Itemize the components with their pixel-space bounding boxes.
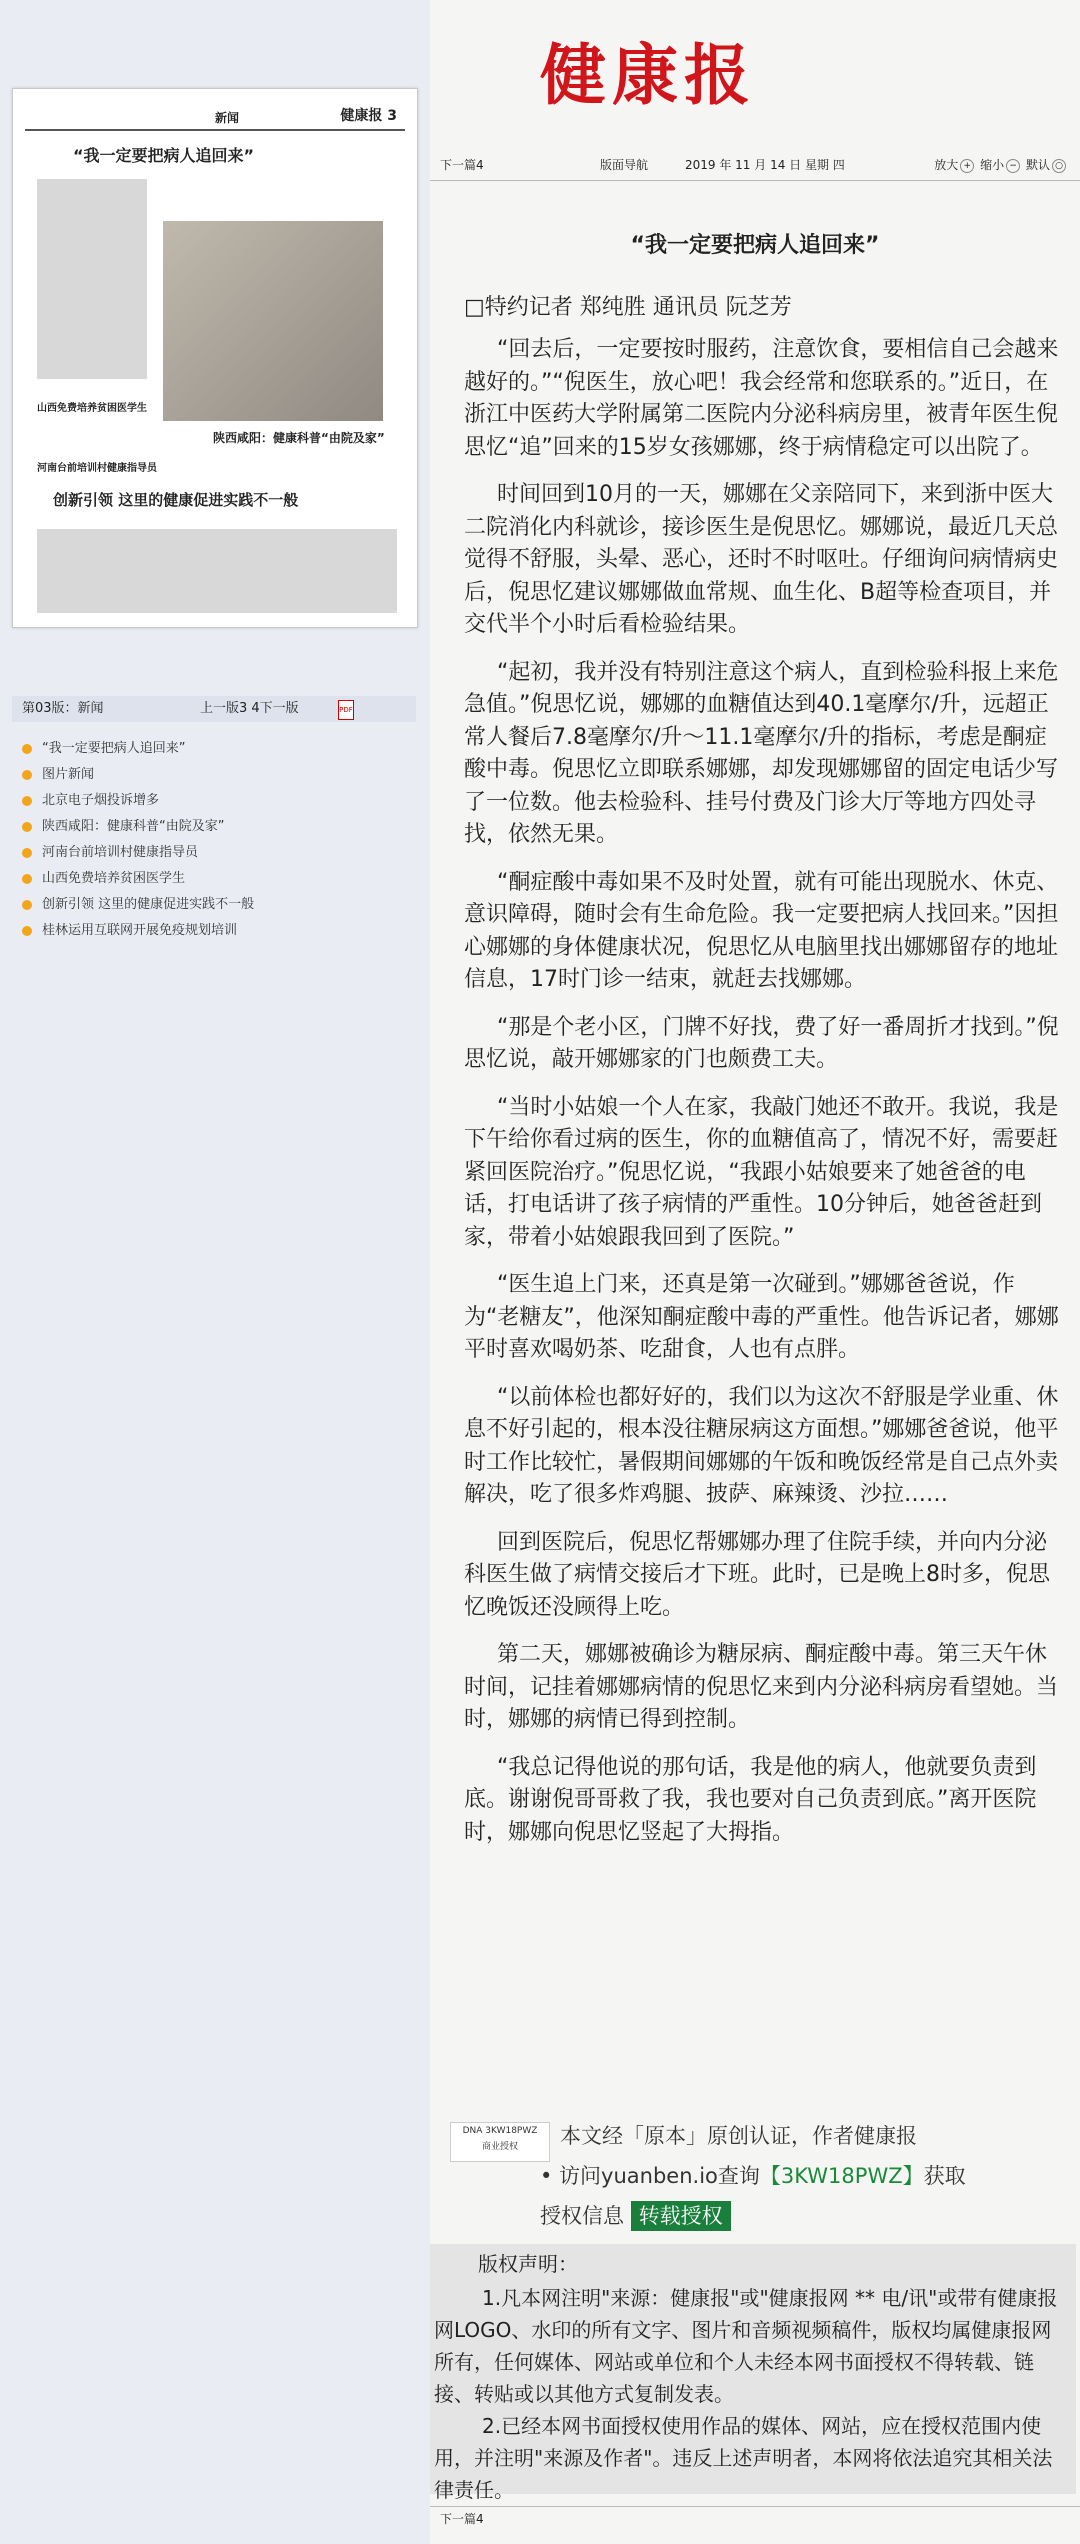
copyright-notice: [430, 2244, 1076, 2502]
thumbnail-headline: 陕西咸阳：健康科普“由院及家”: [213, 431, 385, 445]
main-content: [430, 0, 1080, 2544]
thumbnail-headline: 创新引领 这里的健康促进实践不一般: [53, 491, 299, 509]
bullet-icon: [22, 848, 32, 858]
edition-label: 第03版：新闻: [22, 701, 104, 716]
article-link[interactable]: 桂林运用互联网开展免疫规划培训: [20, 918, 420, 944]
article-link[interactable]: 图片新闻: [20, 762, 420, 788]
bullet-icon: [22, 770, 32, 780]
certificate-license-line: 授权信息 转载授权: [540, 2198, 731, 2234]
thumbnail-section: 新闻: [215, 111, 240, 125]
default-zoom-button[interactable]: 默认: [1025, 158, 1050, 172]
zoom-controls: [934, 150, 1068, 180]
article-paragraph: “我总记得他说的那句话，我是他的病人，他就要负责到底。谢谢倪哥哥救了我，我也要对自己负责到底。”离开医院时，娜娜向倪思忆竖起了大拇指。: [464, 1754, 1037, 1845]
zoom-out-icon[interactable]: −: [1006, 159, 1020, 173]
bullet-icon: [22, 796, 32, 806]
thumbnail-headline: 河南台前培训村健康指导员: [37, 463, 157, 474]
article-title: “我一定要把病人追回来”: [630, 233, 880, 258]
reprint-license-button[interactable]: 转载授权: [631, 2201, 731, 2231]
article-link[interactable]: 陕西咸阳：健康科普“由院及家”: [20, 814, 420, 840]
bullet-icon: [22, 926, 32, 936]
thumbnail-photo: [163, 221, 383, 421]
next-article-link[interactable]: 下一篇4: [440, 2512, 484, 2526]
bullet-icon: [22, 874, 32, 884]
thumbnail-text-block: [37, 179, 147, 379]
certificate-text: 本文经「原本」原创认证，作者健康报: [560, 2124, 917, 2148]
article-paragraph: 回到医院后，倪思忆帮娜娜办理了住院手续，并向内分泌科医生做了病情交接后才下班。此时，已是晚上8时多，倪思忆晚饭还没顾得上吃。: [464, 1529, 1050, 1620]
article-paragraph: “以前体检也都好好的，我们以为这次不舒服是学业重、休息不好引起的，根本没往糖尿病这方面想。”娜娜爸爸说，他平时工作比较忙，暑假期间娜娜的午饭和晚饭经常是自己点外卖解决，吃了很多炸鸡腿、披萨、麻辣烫、沙拉……: [464, 1384, 1059, 1507]
yuanben-badge[interactable]: DNA 3KW18PWZ 商业授权: [450, 2122, 550, 2162]
zoom-out-button[interactable]: 缩小: [980, 158, 1005, 172]
thumbnail-headline: 山西免费培养贫困医学生: [37, 403, 147, 414]
copyright-clause: 2.已经本网书面授权使用作品的媒体、网站，应在授权范围内使用，并注明"来源及作者"。违反上述声明者，本网将依法追究其相关法律责任。: [434, 2414, 1053, 2502]
article-link[interactable]: 河南台前培训村健康指导员: [20, 840, 420, 866]
article-paragraph: “酮症酸中毒如果不及时处置，就有可能出现脱水、休克、意识障碍，随时会有生命危险。我一定要把病人找回来。”因担心娜娜的身体健康状况，倪思忆从电脑里找出娜娜留存的地址信息，17时门诊一结束，就赶去找娜娜。: [464, 869, 1059, 992]
article-link[interactable]: “我一定要把病人追回来”: [20, 736, 420, 762]
page-bar: [12, 696, 416, 722]
thumbnail-lead-headline: “我一定要把病人追回来”: [73, 146, 255, 165]
page-thumbnail[interactable]: [12, 88, 418, 628]
article-paragraph: 第二天，娜娜被确诊为糖尿病、酮症酸中毒。第三天午休时间，记挂着娜娜病情的倪思忆来到内分泌科病房看望她。当时，娜娜的病情已得到控制。: [464, 1642, 1059, 1732]
footer-nav: [430, 2506, 1080, 2531]
issue-date: 2019 年 11 月 14 日 星期 四: [685, 158, 845, 172]
article-link[interactable]: 创新引领 这里的健康促进实践不一般: [20, 892, 420, 918]
article-paragraph: “回去后，一定要按时服药，注意饮食，要相信自己会越来越好的。”“倪医生，放心吧！我会经常和您联系的。”近日，在浙江中医药大学附属第二医院内分泌科病房里，被青年医生倪思忆“追”回来的15岁女孩娜娜，终于病情稳定可以出院了。: [464, 337, 1059, 460]
bullet-icon: [22, 822, 32, 832]
article-link[interactable]: 北京电子烟投诉增多: [20, 788, 420, 814]
certificate-query-line: • 访问yuanben.io查询【3KW18PWZ】获取: [540, 2164, 966, 2188]
bullet-icon: [22, 744, 32, 754]
certificate-code: 【3KW18PWZ】: [759, 2164, 924, 2188]
copyright-clause: 1.凡本网注明"来源：健康报"或"健康报网 ** 电/讯"或带有健康报网LOGO、水印的所有文字、图片和音频视频稿件，版权均属健康报网所有，任何媒体、网站或单位和个人未经本网书面授权不得转载、链接、转贴或以其他方式复制发表。: [434, 2286, 1058, 2406]
article-paragraph: 时间回到10月的一天，娜娜在父亲陪同下，来到浙中医大二院消化内科就诊，接诊医生是倪思忆。娜娜说，最近几天总觉得不舒服，头晕、恶心，还时不时呕吐。仔细询问病情病史后，倪思忆建议娜娜做血常规、血生化、B超等检查项目，并交代半个小时后看检验结果。: [464, 482, 1059, 637]
masthead-logo: 健康报: [540, 36, 756, 114]
article-byline: □特约记者 郑纯胜 通讯员 阮芝芳: [464, 295, 792, 320]
article-paragraph: “起初，我并没有特别注意这个病人，直到检验科报上来危急值。”倪思忆说，娜娜的血糖值达到40.1毫摩尔/升，远超正常人餐后7.8毫摩尔/升～11.1毫摩尔/升的指标，考虑是酮症酸中毒。倪思忆立即联系娜娜，却发现娜娜留的固定电话少写了一位数。他去检验科、挂号付费及门诊大厅等地方四处寻找，依然无果。: [464, 659, 1059, 847]
thumbnail-header: [25, 99, 405, 131]
page-nav-links[interactable]: 上一版3 4下一版: [200, 701, 299, 716]
article-body: [464, 334, 1062, 1864]
toolbar: [430, 150, 1080, 181]
zoom-in-icon[interactable]: +: [960, 159, 974, 173]
article-paragraph: “当时小姑娘一个人在家，我敲门她还不敢开。我说，我是下午给你看过病的医生，你的血糖值高了，情况不好，需要赶紧回医院治疗。”倪思忆说，“我跟小姑娘要来了她爸爸的电话，打电话讲了孩子病情的严重性。10分钟后，她爸爸赶到家，带着小姑娘跟我回到了医院。”: [464, 1094, 1059, 1250]
article-link[interactable]: 山西免费培养贫困医学生: [20, 866, 420, 892]
pdf-icon[interactable]: PDF: [338, 700, 354, 720]
article-paragraph: “那是个老小区，门牌不好找，费了好一番周折才找到。”倪思忆说，敲开娜娜家的门也颇费工夫。: [464, 1014, 1059, 1072]
copyright-heading: 版权声明：: [478, 2252, 578, 2276]
zoom-in-button[interactable]: 放大: [934, 158, 959, 172]
article-list: [20, 736, 420, 944]
page-navigation-link[interactable]: 版面导航: [600, 158, 649, 172]
next-article-link[interactable]: 下一篇4: [440, 158, 484, 172]
thumbnail-text-block: [37, 529, 397, 613]
thumbnail-brand: 健康报 3: [340, 108, 397, 124]
bullet-icon: [22, 900, 32, 910]
article-paragraph: “医生追上门来，还真是第一次碰到。”娜娜爸爸说，作为“老糖友”，他深知酮症酸中毒的严重性。他告诉记者，娜娜平时喜欢喝奶茶、吃甜食，人也有点胖。: [464, 1272, 1059, 1362]
reset-icon[interactable]: ○: [1052, 159, 1066, 173]
sidebar: [0, 0, 430, 2544]
